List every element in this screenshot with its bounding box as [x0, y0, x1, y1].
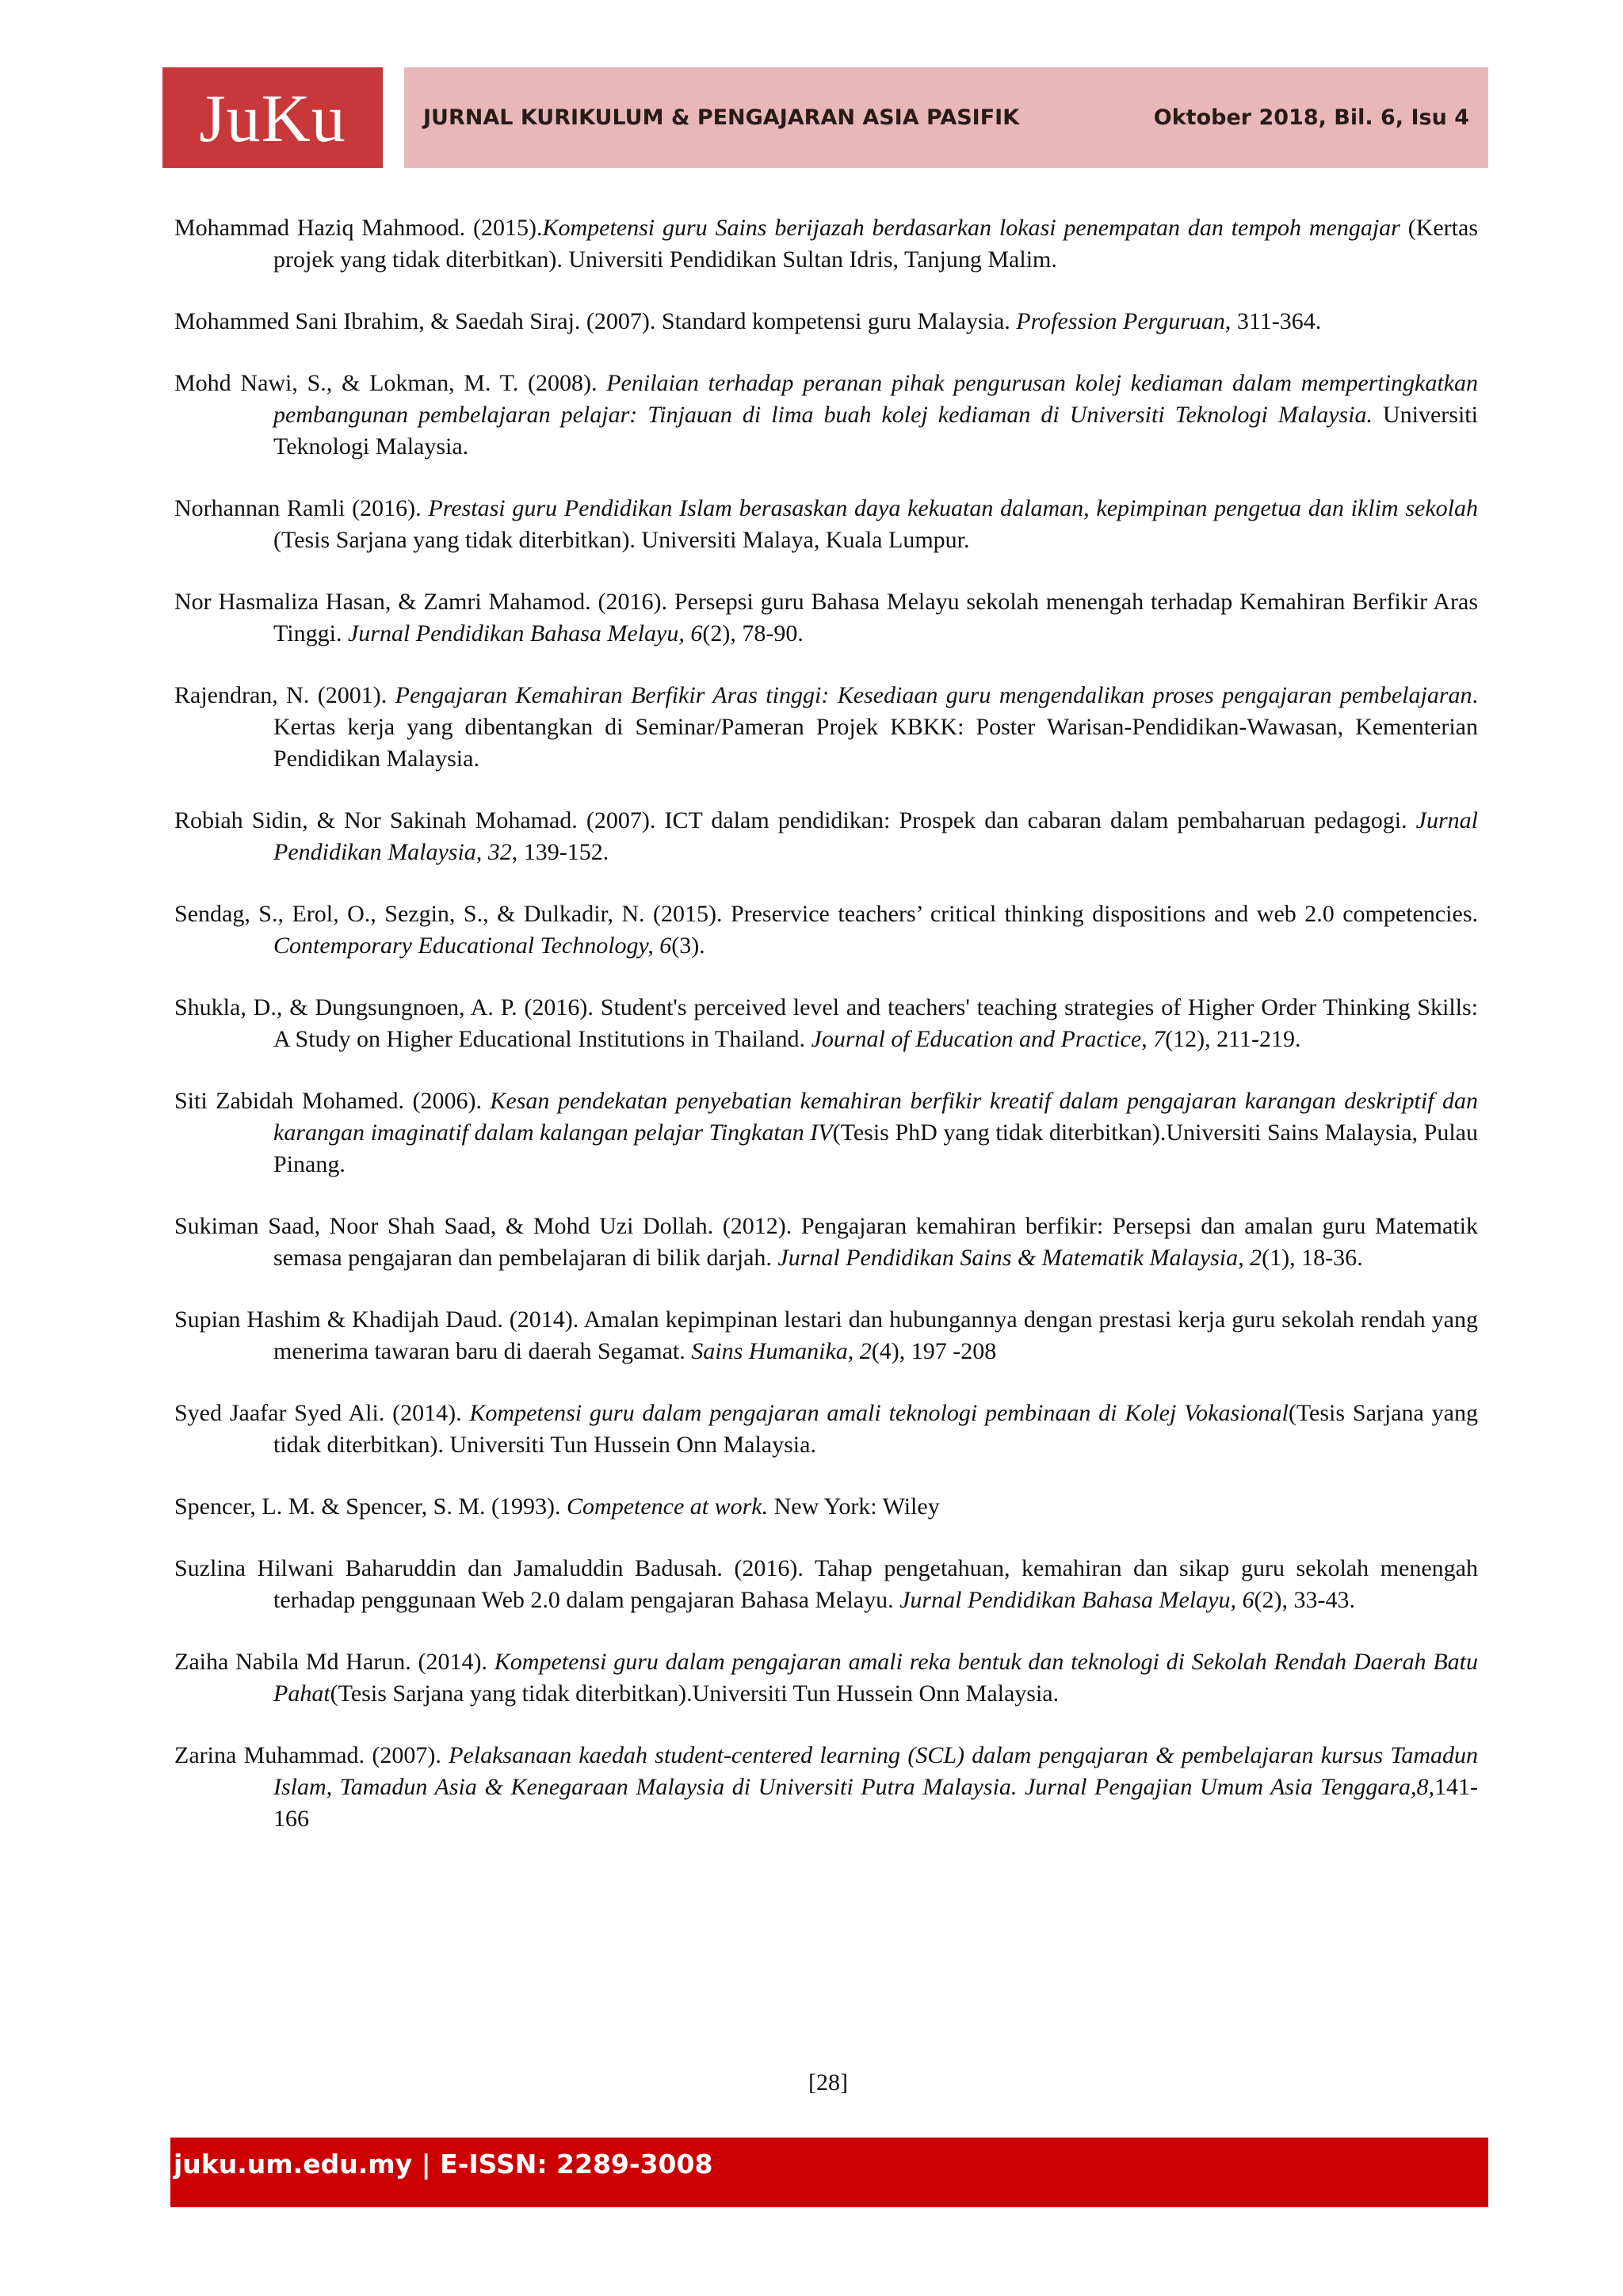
- reference-text: (4), 197 -208: [871, 1338, 997, 1364]
- reference-text: Spencer, L. M. & Spencer, S. M. (1993).: [174, 1493, 567, 1520]
- reference-text: Universiti Teknologi Malaysia.: [273, 402, 1478, 460]
- reference-title: Competence at work.: [567, 1493, 769, 1520]
- reference-title: Contemporary Educational Technology, 6: [273, 933, 672, 959]
- reference-entry: [174, 212, 1478, 276]
- reference-text: (12), 211-219.: [1165, 1026, 1301, 1052]
- journal-title: JURNAL KURIKULUM & PENGAJARAN ASIA PASIFIK: [423, 105, 1020, 130]
- reference-text: . Kertas kerja yang dibentangkan di Seminar/Pameran Projek KBKK: Poster Warisan-Pendidikan-Wawasan, Kementerian Pendidikan Malaysia.: [273, 682, 1478, 772]
- reference-text: (3).: [671, 933, 705, 959]
- logo-text: JuKu: [199, 79, 346, 156]
- reference-title: Pelaksanaan kaedah student-centered learning (SCL) dalam pengajaran & pembelajaran kursus Tamadun Islam, Tamadun Asia & Kenegaraan Malaysia di Universiti Putra Malaysia. Jurnal Pengajian Umum Asia Tenggara,8,: [273, 1742, 1478, 1800]
- reference-entry: [174, 680, 1478, 775]
- reference-text: Siti Zabidah Mohamed. (2006).: [174, 1088, 491, 1114]
- reference-text: Supian Hashim & Khadijah Daud. (2014). Amalan kepimpinan lestari dan hubungannya dengan prestasi kerja guru sekolah rendah yang menerima tawaran baru di daerah Segamat.: [174, 1306, 1478, 1364]
- reference-entry: [174, 306, 1478, 338]
- reference-text: (1), 18-36.: [1262, 1245, 1363, 1271]
- reference-entry: [174, 1491, 1478, 1523]
- reference-entry: [174, 1740, 1478, 1835]
- reference-entry: [174, 1085, 1478, 1180]
- reference-title: Journal of Education and Practice, 7: [811, 1026, 1166, 1052]
- reference-text: (Tesis Sarjana yang tidak diterbitkan).Universiti Tun Hussein Onn Malaysia.: [330, 1680, 1060, 1707]
- reference-text: , 311-364.: [1224, 308, 1322, 334]
- reference-text: (Tesis Sarjana yang tidak diterbitkan). Universiti Malaya, Kuala Lumpur.: [273, 527, 970, 553]
- journal-logo: [162, 67, 383, 168]
- reference-title: Kesan pendekatan penyebatian kemahiran berfikir kreatif dalam pengajaran karangan deskriptif dan karangan imaginatif dalam kalangan pelajar Tingkatan IV: [273, 1088, 1478, 1146]
- reference-text: Rajendran, N. (2001).: [174, 682, 395, 708]
- reference-entry: [174, 1646, 1478, 1710]
- reference-text: (Kertas projek yang tidak diterbitkan). Universiti Pendidikan Sultan Idris, Tanjung Malim.: [273, 215, 1478, 273]
- reference-entry: [174, 586, 1478, 650]
- reference-title: Jurnal Pendidikan Malaysia, 32: [273, 807, 1478, 865]
- reference-text: Syed Jaafar Syed Ali. (2014).: [174, 1400, 470, 1426]
- reference-text: Sukiman Saad, Noor Shah Saad, & Mohd Uzi Dollah. (2012). Pengajaran kemahiran berfikir: Persepsi dan amalan guru Matematik semasa pengajaran dan pembelajaran di bilik darjah.: [174, 1213, 1478, 1271]
- reference-title: Pengajaran Kemahiran Berfikir Aras tinggi: Kesediaan guru mengendalikan proses pengajaran pembelajaran: [395, 682, 1472, 708]
- reference-entry: [174, 1553, 1478, 1616]
- reference-title: Kompetensi guru dalam pengajaran amali reka bentuk dan teknologi di Sekolah Rendah Daerah Batu Pahat: [273, 1649, 1478, 1707]
- reference-title: Prestasi guru Pendidikan Islam berasaskan daya kekuatan dalaman, kepimpinan pengetua dan iklim sekolah: [428, 495, 1478, 521]
- reference-list: [174, 212, 1478, 1865]
- reference-text: Mohammed Sani Ibrahim, & Saedah Siraj. (2007). Standard kompetensi guru Malaysia.: [174, 308, 1017, 334]
- reference-text: Zarina Muhammad. (2007).: [174, 1742, 449, 1768]
- reference-text: (Tesis PhD yang tidak diterbitkan).Universiti Sains Malaysia, Pulau Pinang.: [273, 1119, 1478, 1177]
- issue-info: Oktober 2018, Bil. 6, Isu 4: [1153, 105, 1469, 130]
- reference-title: Kompetensi guru dalam pengajaran amali teknologi pembinaan di Kolej Vokasional: [469, 1400, 1289, 1426]
- reference-title: Sains Humanika, 2: [691, 1338, 872, 1364]
- reference-entry: [174, 368, 1478, 463]
- footer-text: juku.um.edu.my | E-ISSN: 2289-3008: [174, 2149, 713, 2180]
- reference-entry: [174, 493, 1478, 556]
- reference-entry: [174, 805, 1478, 868]
- reference-text: Zaiha Nabila Md Harun. (2014).: [174, 1649, 495, 1675]
- reference-text: (2), 33-43.: [1254, 1587, 1355, 1613]
- reference-text: (2), 78-90.: [702, 620, 804, 646]
- footer-bar: [170, 2138, 1488, 2207]
- reference-text: Mohd Nawi, S., & Lokman, M. T. (2008).: [174, 370, 607, 396]
- reference-text: Norhannan Ramli (2016).: [174, 495, 429, 521]
- reference-title: Jurnal Pendidikan Sains & Matematik Malaysia, 2: [777, 1245, 1262, 1271]
- reference-text: New York: Wiley: [768, 1493, 940, 1520]
- header-banner: [404, 67, 1488, 168]
- reference-title: Kompetensi guru Sains berijazah berdasarkan lokasi penempatan dan tempoh mengajar: [542, 215, 1400, 241]
- reference-text: (Tesis Sarjana yang tidak diterbitkan). Universiti Tun Hussein Onn Malaysia.: [273, 1400, 1478, 1458]
- page-number: [28]: [808, 2069, 848, 2096]
- reference-entry: [174, 1398, 1478, 1461]
- reference-entry: [174, 1304, 1478, 1367]
- reference-text: Shukla, D., & Dungsungnoen, A. P. (2016). Student's perceived level and teachers' teaching strategies of Higher Order Thinking Skills: A Study on Higher Educational Institutions in Thailand.: [174, 994, 1478, 1052]
- reference-title: Penilaian terhadap peranan pihak pengurusan kolej kediaman dalam mempertingkatkan pembangunan pembelajaran pelajar: Tinjauan di lima buah kolej kediaman di Universiti Teknologi Malaysia.: [273, 370, 1478, 428]
- reference-title: Profession Perguruan: [1016, 308, 1225, 334]
- reference-text: 141-166: [273, 1774, 1478, 1832]
- reference-entry: [174, 898, 1478, 962]
- reference-text: Sendag, S., Erol, O., Sezgin, S., & Dulkadir, N. (2015). Preservice teachers’ critical thinking dispositions and web 2.0 competencies.: [174, 901, 1478, 927]
- reference-text: , 139-152.: [511, 839, 609, 865]
- reference-text: Mohammad Haziq Mahmood. (2015).: [174, 215, 543, 241]
- reference-entry: [174, 1211, 1478, 1274]
- reference-entry: [174, 992, 1478, 1055]
- reference-text: Robiah Sidin, & Nor Sakinah Mohamad. (2007). ICT dalam pendidikan: Prospek dan cabaran dalam pembaharuan pedagogi.: [174, 807, 1416, 833]
- reference-text: Nor Hasmaliza Hasan, & Zamri Mahamod. (2016). Persepsi guru Bahasa Melayu sekolah menengah terhadap Kemahiran Berfikir Aras Tinggi.: [174, 589, 1478, 646]
- reference-text: Suzlina Hilwani Baharuddin dan Jamaluddin Badusah. (2016). Tahap pengetahuan, kemahiran dan sikap guru sekolah menengah terhadap penggunaan Web 2.0 dalam pengajaran Bahasa Melayu.: [174, 1555, 1478, 1613]
- reference-title: Jurnal Pendidikan Bahasa Melayu, 6: [899, 1587, 1254, 1613]
- reference-title: Jurnal Pendidikan Bahasa Melayu, 6: [347, 620, 703, 646]
